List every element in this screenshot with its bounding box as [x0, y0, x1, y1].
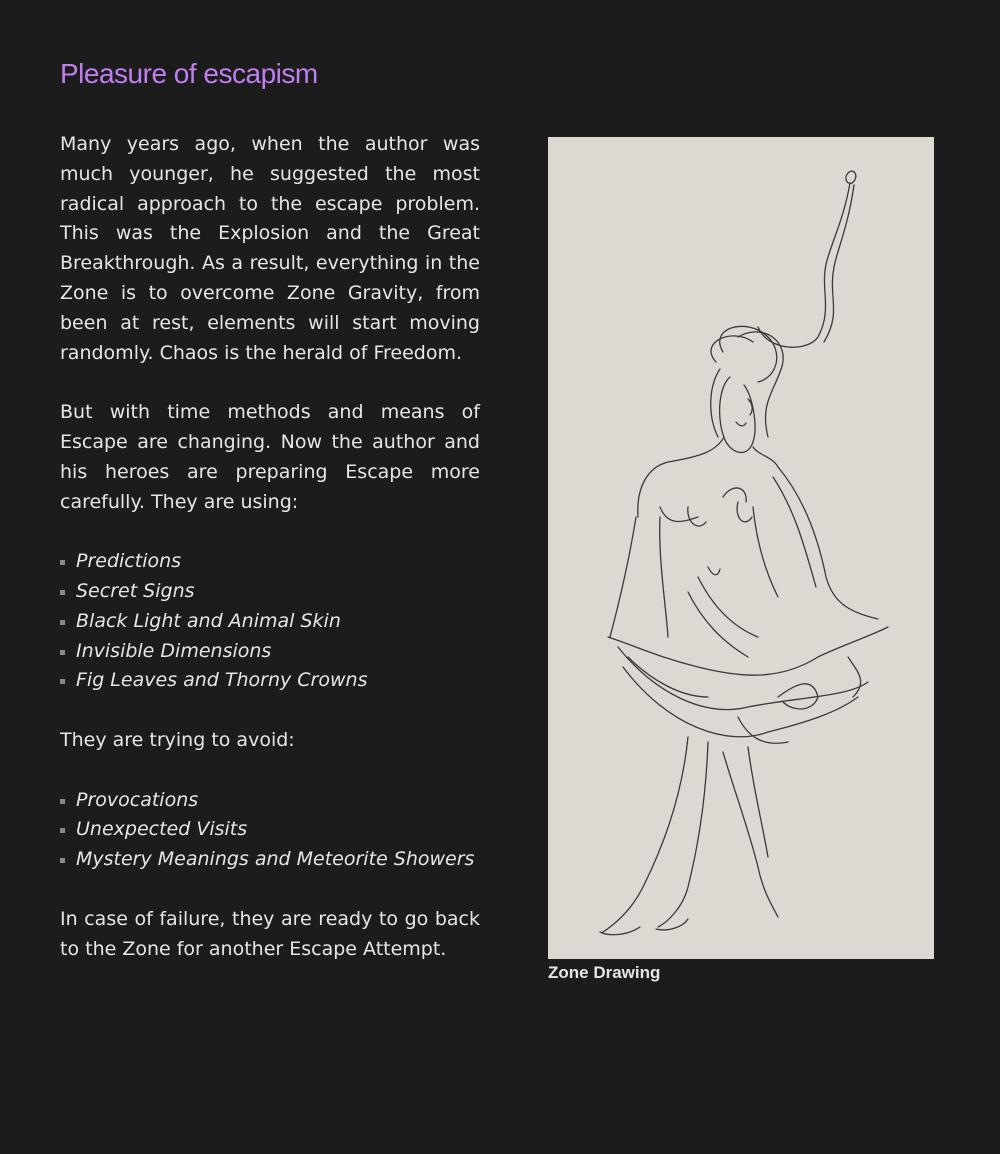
figure-caption: Zone Drawing — [548, 963, 661, 982]
page-title: Pleasure of escapism — [60, 58, 318, 89]
article-body — [60, 130, 480, 964]
paragraph-intro: Many years ago, when the author was much younger, he suggested the most radical approach to the escape problem. This was the Explosion and the Great Breakthrough. As a result, everything in the Zone is to overcome Zone Gravity, from been at rest, elements will start moving randomly. Chaos is the herald of Freedom. — [60, 133, 480, 364]
avoid-list — [60, 786, 480, 875]
list-item: Mystery Meanings and Meteorite Showers — [60, 845, 480, 875]
paragraph-methods: But with time methods and means of Escape are changing. Now the author and his heroes are preparing Escape more carefully. They are using: — [60, 401, 480, 513]
list-item: Fig Leaves and Thorny Crowns — [60, 666, 480, 696]
list-item: Predictions — [60, 547, 480, 577]
list-item: Invisible Dimensions — [60, 637, 480, 667]
using-list — [60, 547, 480, 696]
sketch-figure-icon — [548, 137, 934, 959]
list-item: Secret Signs — [60, 577, 480, 607]
paragraph-failure: In case of failure, they are ready to go back to the Zone for another Escape Attempt. — [60, 907, 480, 960]
paragraph-avoid: They are trying to avoid: — [60, 728, 295, 751]
zone-drawing-image — [548, 137, 934, 959]
list-item: Black Light and Animal Skin — [60, 607, 480, 637]
list-item: Unexpected Visits — [60, 815, 480, 845]
list-item: Provocations — [60, 786, 480, 816]
